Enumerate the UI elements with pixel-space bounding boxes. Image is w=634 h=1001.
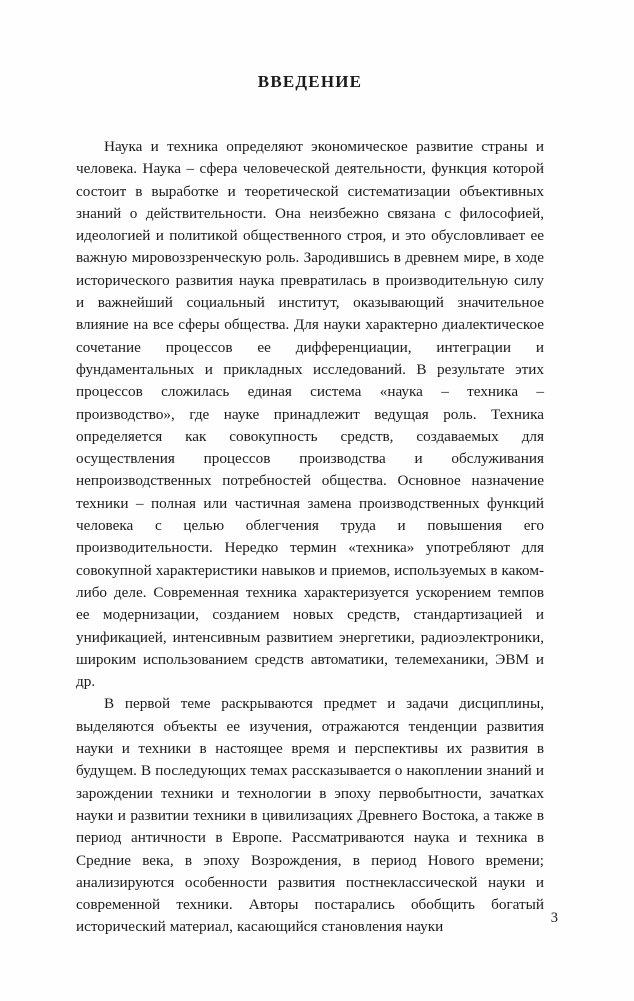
page-number: 3 bbox=[550, 910, 558, 926]
page-content bbox=[76, 72, 544, 939]
body-paragraph-2: В первой теме раскрываются предмет и задачи дисциплины, выделяются объекты ее изучения, отражаются тенденции развития науки и техники в настоящее время и перспективы их развития в будущем. В последующих темах рассказывается о накоплении знаний и зарождении техники и технологии в эпоху первобытности, зачатках науки и развитии техники в цивилизациях Древнего Востока, а также в период античности в Европе. Рассматриваются наука и техника в Средние века, в эпоху Возрождения, в период Нового времени; анализируются особенности развития постнеклассической науки и современной техники. Авторы постарались обобщить богатый исторический материал, касающийся становления науки bbox=[76, 695, 544, 936]
body-paragraph-1: Наука и техника определяют экономическое развитие страны и человека. Наука – сфера человеческой деятельности, функция которой состоит в выработке и теоретической систематизации объективных знаний о действительности. Она неизбежно связана с философией, идеологией и политикой общественного строя, и это обусловливает ее важную мировоззренческую роль. Зародившись в древнем мире, в ходе исторического развития наука превратилась в производительную силу и важнейший социальный институт, оказывающий значительное влияние на все сферы общества. Для науки характерно диалектическое сочетание процессов ее дифференциации, интеграции и фундаментальных и прикладных исследований. В результате этих процессов сложилась единая система «наука – техника – производство», где науке принадлежит ведущая роль. Техника определяется как совокупность средств, создаваемых для осуществления процессов производства и обслуживания непроизводственных потребностей общества. Основное назначение техники – полная или частичная замена производственных функций человека с целью облегчения труда и повышения его производительности. Нередко термин «техника» употребляют для совокупной характеристики навыков и приемов, используемых в каком-либо деле. Современная техника характеризуется ускорением темпов ее модернизации, созданием новых средств, стандартизацией и унификацией, интенсивным развитием энергетики, радиоэлектроники, широким использованием средств автоматики, телемеханики, ЭВМ и др. bbox=[76, 138, 544, 691]
page-title: ВВЕДЕНИЕ bbox=[257, 72, 363, 91]
